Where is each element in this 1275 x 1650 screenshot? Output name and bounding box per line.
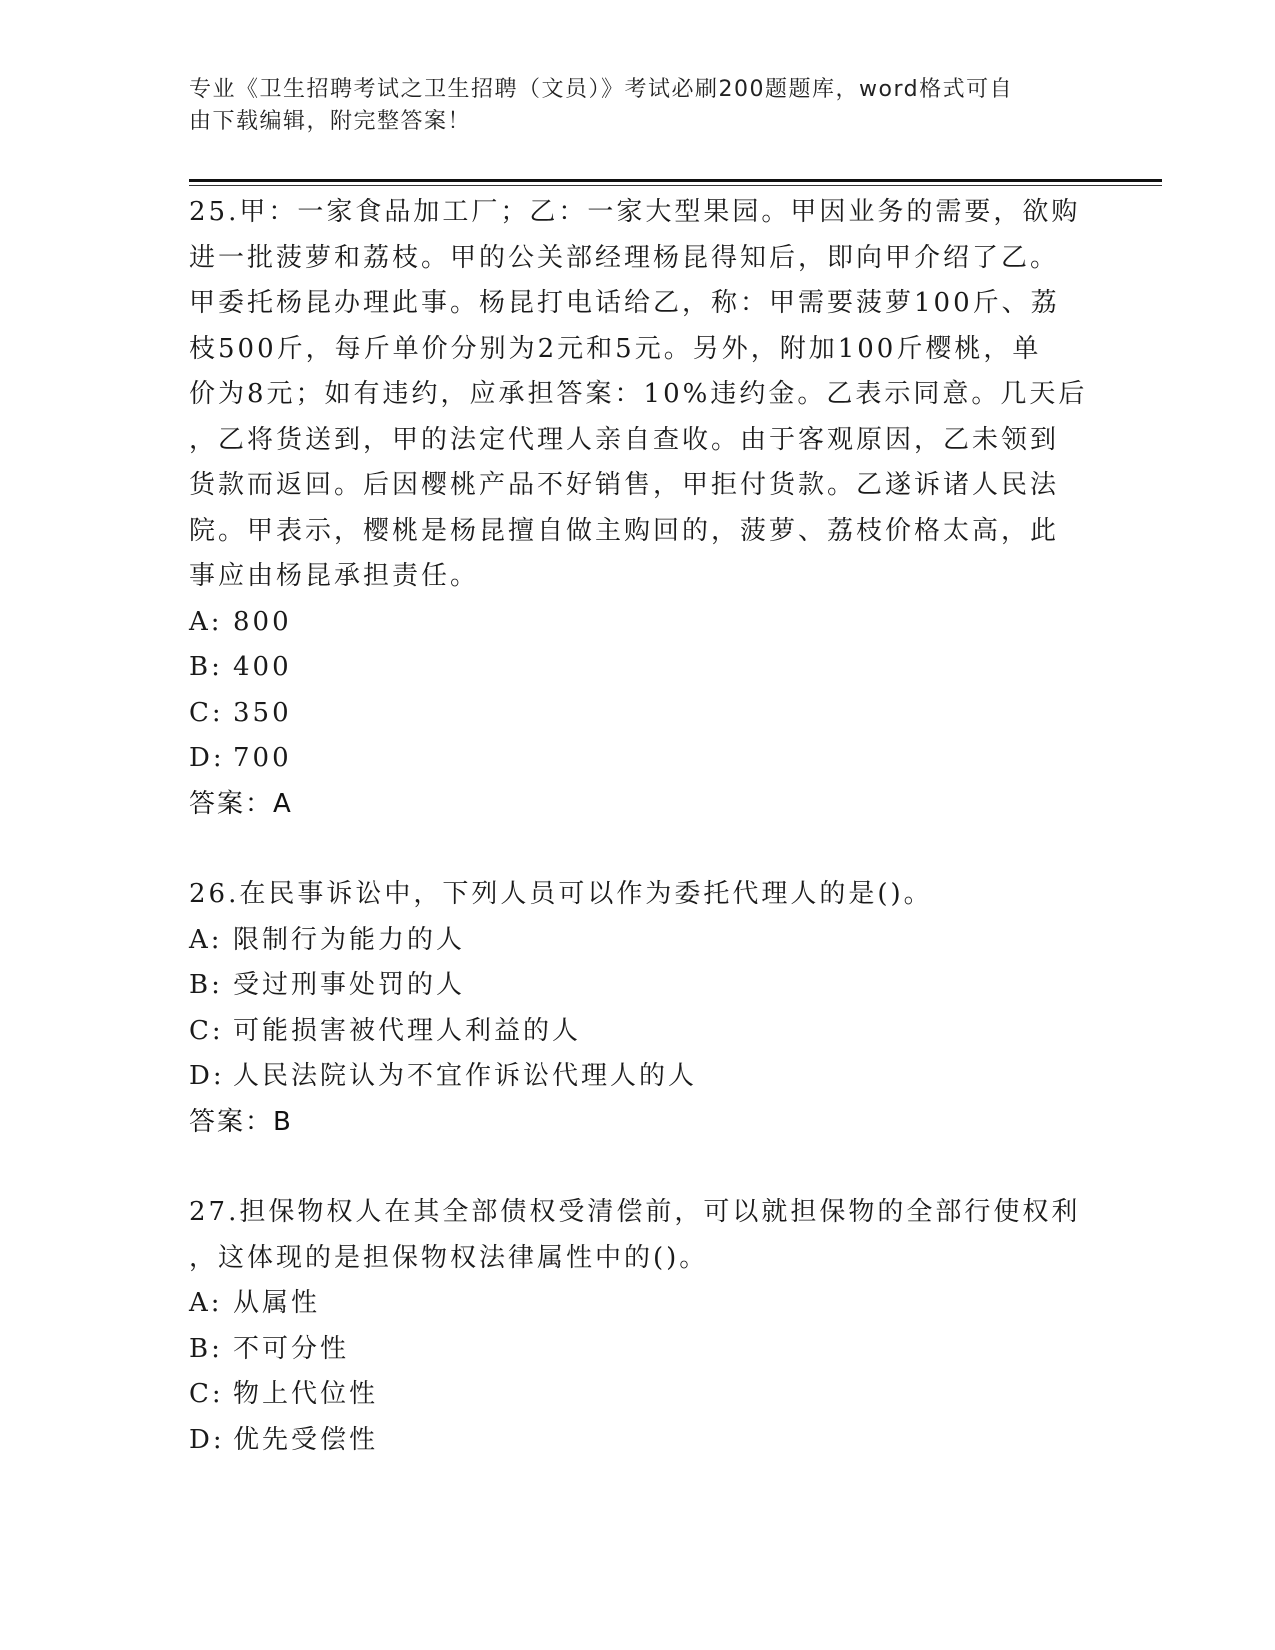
answer-line: 答案：B [189,1106,293,1137]
question-spacer [189,827,1089,872]
question-item [189,872,1089,1145]
question-stem: 26.在民事诉讼中，下列人员可以作为委托代理人的是()。 [189,879,933,909]
option-text: 物上代位性 [233,1379,379,1409]
question-list [189,190,1089,1463]
option-letter: A: [189,924,223,955]
option-d [189,1054,1089,1100]
option-b [189,963,1089,1009]
option-a [189,600,1089,646]
document-header [189,74,1089,138]
option-d [189,736,1089,782]
question-stem: 27.担保物权人在其全部债权受清偿前，可以就担保物的全部行使权利 ，这体现的是担保物权法律属性中的()。 [189,1197,1081,1273]
option-text: 700 [233,743,292,773]
option-letter: D: [189,1424,225,1455]
option-letter: C: [189,1379,224,1409]
header-line-2: 由下载编辑，附完整答案！ [189,109,472,134]
header-rule-thin [189,185,1162,186]
option-a [189,918,1089,964]
option-text: 从属性 [233,1288,321,1318]
question-stem: 25.甲：一家食品加工厂；乙：一家大型果园。甲因业务的需要，欲购 进一批菠萝和荔枝。甲的公关部经理杨昆得知后，即向甲介绍了乙。 甲委托杨昆办理此事。杨昆打电话给乙，称：甲需要菠萝100斤、荔 枝500斤，每斤单价分别为2元和5元。另外，附加100斤樱桃，单 价为8元；如有违约，应承担答案：10%违约金。乙表示同意。几天后 ，乙将货送到，甲的法定代理人亲自查收。由于客观原因，乙未领到 货款而返回。后因樱桃产品不好销售，甲拒付货款。乙遂诉诸人民法 院。甲表示，樱桃是杨昆擅自做主购回的，菠萝、荔枝价格太高，此 事应由杨昆承担责任。 [189,197,1088,591]
option-letter: A: [189,606,223,637]
option-a [189,1281,1089,1327]
option-letter: A: [189,1288,223,1318]
option-text: 不可分性 [233,1333,350,1364]
option-letter: B: [189,1333,223,1364]
option-letter: C: [189,1015,224,1046]
option-text: 800 [233,606,292,637]
header-rule-thick [189,179,1162,182]
answer-line: 答案：A [189,788,293,819]
header-line-1: 专业《卫生招聘考试之卫生招聘（文员）》考试必刷200题题库，word格式可自 [189,77,1014,102]
option-d [189,1418,1089,1464]
option-text: 优先受偿性 [233,1424,379,1455]
option-c [189,1372,1089,1418]
option-letter: B: [189,652,223,682]
option-text: 400 [233,652,292,682]
question-item [189,1190,1089,1463]
option-c [189,1009,1089,1055]
option-text: 可能损害被代理人利益的人 [233,1015,582,1046]
option-b [189,645,1089,691]
option-letter: D: [189,1061,225,1091]
option-text: 人民法院认为不宜作诉讼代理人的人 [233,1061,698,1091]
option-c [189,691,1089,737]
option-letter: D: [189,743,225,773]
option-letter: B: [189,970,223,1000]
option-letter: C: [189,697,224,728]
option-text: 受过刑事处罚的人 [233,970,466,1000]
question-item [189,190,1089,827]
option-text: 限制行为能力的人 [233,924,466,955]
question-spacer [189,1145,1089,1190]
option-text: 350 [233,697,292,728]
option-b [189,1327,1089,1373]
